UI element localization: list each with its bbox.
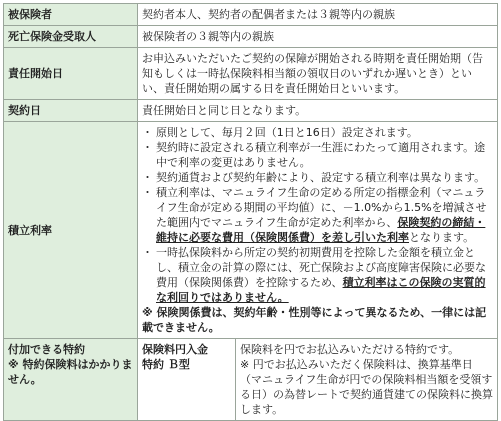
riders-label bbox=[4, 339, 138, 421]
accumulation-rate-label: 積立利率 bbox=[4, 122, 138, 339]
contract-date-label: 契約日 bbox=[4, 100, 138, 122]
rider-description-text: 保険料を円でお払込みいただける特約です。 bbox=[240, 343, 460, 356]
rate-bullet-4-emphasis: 保険契約の締結・維持に必要な費用（保険関係費）を差し引いた利率 bbox=[156, 216, 486, 244]
riders-label-note: ※ 特約保険料はかかりません。 bbox=[8, 358, 133, 386]
rate-bullet-4-suffix: となります。 bbox=[409, 231, 475, 244]
rate-bullet-5-emphasis: 積立利率はこの保険の実質的な利回りではありません。 bbox=[156, 276, 486, 304]
rider-name-line2: 特約 Ｂ型 bbox=[142, 358, 190, 371]
rate-bullet-5 bbox=[142, 245, 493, 305]
insured-value: 契約者本人、契約者の配偶者または３親等内の親族 bbox=[138, 4, 498, 26]
contract-date-value: 責任開始日と同じ日となります。 bbox=[138, 100, 498, 122]
rate-bullet-1: ・ 原則として、毎月２回（1日と16日）設定されます。 bbox=[142, 125, 493, 140]
rate-bullet-4-text: 積立利率は、マニュライフ生命の定める所定の指標金利（マニュライフ生命が定める期間の平均値）に、－1.0%から1.5%を増減させた範囲内でマニュライフ生命が定めた利率から、 bbox=[156, 186, 487, 229]
rate-bullet-4 bbox=[142, 185, 493, 245]
rider-name bbox=[138, 339, 236, 421]
rider-name-line1: 保険料円入金 bbox=[142, 343, 208, 356]
rate-bullet-2: ・ 契約時に設定される積立利率が一生涯にわたって適用されます。途中で利率の変更はありません。 bbox=[142, 140, 493, 170]
riders-label-title: 付加できる特約 bbox=[8, 343, 85, 356]
beneficiary-label: 死亡保険金受取人 bbox=[4, 26, 138, 48]
contract-terms-table bbox=[3, 3, 498, 421]
accumulation-rate-list bbox=[142, 125, 493, 305]
row-insured bbox=[4, 4, 498, 26]
row-coverage-start bbox=[4, 48, 498, 100]
row-contract-date bbox=[4, 100, 498, 122]
accumulation-rate-value bbox=[138, 122, 498, 339]
row-riders bbox=[4, 339, 498, 421]
beneficiary-value: 被保険者の３親等内の親族 bbox=[138, 26, 498, 48]
row-beneficiary bbox=[4, 26, 498, 48]
coverage-start-label: 責任開始日 bbox=[4, 48, 138, 100]
rate-note: ※ 保険関係費は、契約年齢・性別等によって異なるため、一律には記載できません。 bbox=[142, 306, 487, 334]
row-accumulation-rate bbox=[4, 122, 498, 339]
insured-label: 被保険者 bbox=[4, 4, 138, 26]
coverage-start-value: お申込みいただいたご契約の保障が開始される時期を責任開始期（告知もしくは一時払保険料相当額の領収日のいずれか遅いとき）といい、責任開始期の属する日を責任開始日といいます。 bbox=[138, 48, 498, 100]
rider-description bbox=[236, 339, 498, 421]
rate-bullet-5-text: 一時払保険料から所定の契約初期費用を控除した金額を積立金とし、積立金の計算の際には、死亡保険および高度障害保険に必要な費用（保険関係費）を控除するため、 bbox=[156, 246, 486, 289]
rate-bullet-3: ・ 契約通貨および契約年齢により、設定する積立利率は異なります。 bbox=[142, 170, 493, 185]
rider-description-note: ※ 円でお払込みいただく保険料は、換算基準日（マニュライフ生命が円での保険料相当額を受領する日）の為替レートで契約通貨建ての保険料に換算します。 bbox=[240, 358, 493, 416]
